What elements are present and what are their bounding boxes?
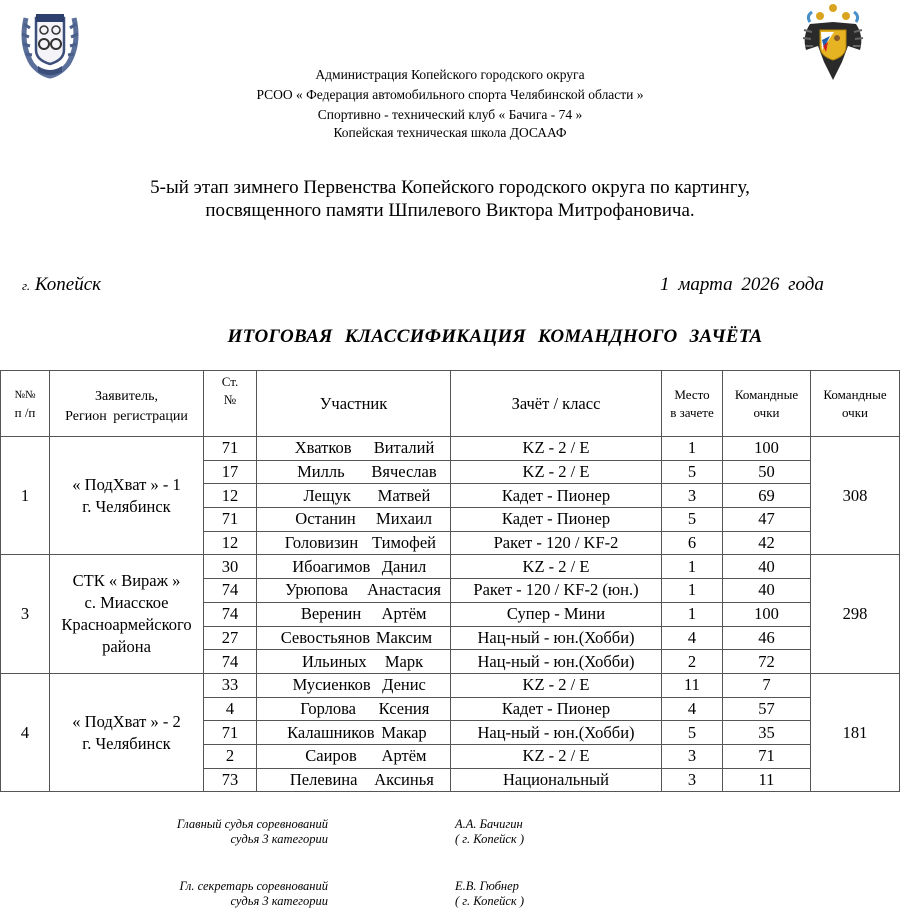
participant-name: [257, 697, 451, 721]
team-name-line: СТК « Вираж »: [72, 571, 181, 591]
participant-first-name: Михаил: [376, 509, 432, 529]
participant-last-name: Веренин: [300, 604, 362, 624]
participant-last-name: Лещук: [303, 485, 351, 505]
city-prefix: г.: [22, 278, 31, 293]
start-number: 71: [204, 508, 257, 532]
participant-first-name: Денис: [382, 675, 426, 695]
start-number: 30: [204, 555, 257, 579]
participant-first-name: Данил: [381, 556, 427, 576]
team-points: 50: [723, 460, 811, 484]
participant-name: [257, 460, 451, 484]
chief-judge-city: ( г. Копейск ): [455, 832, 525, 846]
team-points: 47: [723, 508, 811, 532]
team-total-points: 308: [811, 437, 900, 555]
participant-name: [257, 531, 451, 555]
participant-name: [257, 673, 451, 697]
participant-last-name: Севостьянов: [280, 627, 371, 647]
participant-first-name: Вячеслав: [371, 462, 437, 482]
participant-last-name: Калашников: [287, 722, 375, 742]
participant-name: [257, 555, 451, 579]
class-name: Кадет - Пионер: [451, 508, 662, 532]
table-row: [1, 673, 900, 697]
class-place: 5: [662, 721, 723, 745]
participant-name: [257, 437, 451, 461]
col-header-start-line1: Ст.: [221, 374, 239, 389]
participant-first-name: Макар: [381, 722, 427, 742]
participant-last-name: Пелевина: [289, 769, 358, 789]
class-name: Кадет - Пионер: [451, 484, 662, 508]
participant-last-name: Хватков: [294, 438, 352, 458]
start-number: 74: [204, 650, 257, 674]
participant-name: [257, 768, 451, 792]
participant-first-name: Аксинья: [374, 769, 434, 789]
class-place: 6: [662, 531, 723, 555]
team-points: 7: [723, 673, 811, 697]
col-header-number-line1: №№: [14, 389, 36, 401]
team-points: 11: [723, 768, 811, 792]
col-header-participant: Участник: [257, 371, 451, 437]
participant-name: [257, 650, 451, 674]
class-place: 1: [662, 437, 723, 461]
class-name: Нац-ный - юн.(Хобби): [451, 721, 662, 745]
class-name: Нац-ный - юн.(Хобби): [451, 626, 662, 650]
participant-first-name: Максим: [375, 627, 433, 647]
class-name: Ракет - 120 / KF-2: [451, 531, 662, 555]
participant-first-name: Марк: [384, 651, 424, 671]
participant-name: [257, 626, 451, 650]
start-number: 74: [204, 602, 257, 626]
participant-last-name: Останин: [295, 509, 356, 529]
team-points: 100: [723, 437, 811, 461]
col-header-points-line1: Командные: [734, 386, 799, 402]
start-number: 33: [204, 673, 257, 697]
participant-first-name: Артём: [381, 604, 427, 624]
start-number: 71: [204, 437, 257, 461]
team-place: 1: [1, 437, 50, 555]
col-header-class: Зачёт / класс: [451, 371, 662, 437]
participant-last-name: Мусиенков: [292, 675, 371, 695]
col-header-points-line2: очки: [753, 404, 780, 420]
table-header-row: [1, 371, 900, 437]
org-line-club: Спортивно - технический клуб « Бачига - 74 »: [317, 107, 583, 122]
team-points: 69: [723, 484, 811, 508]
team-name-line: г. Челябинск: [82, 733, 171, 753]
class-name: KZ - 2 / E: [451, 673, 662, 697]
start-number: 12: [204, 531, 257, 555]
chief-secretary-city: ( г. Копейск ): [455, 894, 525, 908]
start-number: 27: [204, 626, 257, 650]
event-title-line-2: посвященного памяти Шпилевого Виктора Митрофановича.: [205, 200, 695, 221]
col-header-applicant-line2: Регион регистрации: [65, 408, 188, 424]
results-table-body: [1, 437, 900, 792]
participant-name: [257, 579, 451, 603]
participant-name: [257, 721, 451, 745]
class-name: KZ - 2 / E: [451, 744, 662, 768]
participant-last-name: Головизин: [284, 533, 359, 553]
participant-first-name: Виталий: [373, 438, 435, 458]
participant-first-name: Матвей: [377, 485, 431, 505]
team-points: 46: [723, 626, 811, 650]
col-header-start-number: [204, 371, 257, 437]
col-header-applicant: [50, 371, 204, 437]
chief-secretary-role: Гл. секретарь соревнований: [179, 879, 328, 893]
team-name: [50, 673, 204, 791]
participant-first-name: Анастасия: [367, 580, 441, 600]
class-place: 3: [662, 484, 723, 508]
class-name: Нац-ный - юн.(Хобби): [451, 650, 662, 674]
class-name: Национальный: [451, 768, 662, 792]
class-name: KZ - 2 / E: [451, 437, 662, 461]
team-name: [50, 555, 204, 673]
chief-judge-name: А.А. Бачигин: [455, 817, 523, 831]
participant-name: [257, 602, 451, 626]
team-place: 3: [1, 555, 50, 673]
start-number: 4: [204, 697, 257, 721]
team-total-points: 181: [811, 673, 900, 791]
class-name: Ракет - 120 / KF-2 (юн.): [451, 579, 662, 603]
participant-first-name: Тимофей: [371, 533, 437, 553]
classification-title: ИТОГОВАЯ КЛАССИФИКАЦИЯ КОМАНДНОГО ЗАЧЁТА: [227, 326, 763, 347]
chief-secretary-name: Е.В. Гюбнер: [455, 879, 519, 893]
team-name-line: « ПодХват » - 2: [72, 711, 181, 731]
col-header-team-points: [723, 371, 811, 437]
results-table: [0, 370, 900, 792]
col-header-number-line2: п /п: [14, 405, 36, 420]
team-name-line: района: [102, 637, 151, 657]
team-points: 71: [723, 744, 811, 768]
start-number: 71: [204, 721, 257, 745]
team-name: [50, 437, 204, 555]
col-header-start-line2: №: [223, 392, 237, 407]
chief-judge-role: Главный судья соревнований: [176, 817, 328, 831]
participant-last-name: Горлова: [300, 698, 357, 718]
class-place: 2: [662, 650, 723, 674]
participant-first-name: Артём: [381, 746, 427, 766]
class-name: KZ - 2 / E: [451, 555, 662, 579]
team-total-points: 298: [811, 555, 900, 673]
participant-first-name: Ксения: [378, 698, 430, 718]
col-header-place: [662, 371, 723, 437]
chief-secretary-category: судья 3 категории: [230, 894, 328, 908]
start-number: 2: [204, 744, 257, 768]
participant-last-name: Милль: [297, 462, 345, 482]
class-place: 3: [662, 744, 723, 768]
class-place: 4: [662, 697, 723, 721]
class-place: 1: [662, 602, 723, 626]
participant-last-name: Саиров: [305, 746, 357, 766]
team-points: 72: [723, 650, 811, 674]
class-place: 4: [662, 626, 723, 650]
team-points: 57: [723, 697, 811, 721]
col-header-team-total: [811, 371, 900, 437]
class-place: 3: [662, 768, 723, 792]
participant-last-name: Урюпова: [285, 580, 348, 600]
team-points: 100: [723, 602, 811, 626]
org-line-school: Копейская техническая школа ДОСААФ: [333, 125, 567, 140]
event-city: [22, 274, 101, 296]
class-place: 1: [662, 579, 723, 603]
org-line-administration: Администрация Копейского городского округа: [315, 67, 585, 82]
team-points: 40: [723, 555, 811, 579]
class-name: Супер - Мини: [451, 602, 662, 626]
table-row: [1, 555, 900, 579]
team-name-line: г. Челябинск: [82, 496, 171, 516]
class-place: 5: [662, 508, 723, 532]
col-header-place-line1: Место: [674, 386, 710, 402]
start-number: 73: [204, 768, 257, 792]
table-row: [1, 437, 900, 461]
class-name: Кадет - Пионер: [451, 697, 662, 721]
team-name-line: « ПодХват » - 1: [72, 474, 181, 494]
team-points: 42: [723, 531, 811, 555]
start-number: 74: [204, 579, 257, 603]
col-header-place-line2: в зачете: [670, 404, 714, 420]
start-number: 17: [204, 460, 257, 484]
col-header-applicant-line1: Заявитель,: [95, 388, 158, 404]
event-title-line-1: 5-ый этап зимнего Первенства Копейского городского округа по картингу,: [150, 177, 750, 198]
participant-name: [257, 484, 451, 508]
col-header-number: [1, 371, 50, 437]
participant-name: [257, 508, 451, 532]
city-name: Копейск: [34, 274, 102, 295]
chief-judge-category: судья 3 категории: [230, 832, 328, 846]
col-header-total-line1: Командные: [823, 386, 887, 402]
team-points: 35: [723, 721, 811, 745]
team-place: 4: [1, 673, 50, 791]
event-date: 1 марта 2026 года: [660, 274, 824, 295]
team-points: 40: [723, 579, 811, 603]
start-number: 12: [204, 484, 257, 508]
class-place: 5: [662, 460, 723, 484]
team-name-line: Красноармейского: [61, 615, 192, 635]
org-line-federation: РСОО « Федерация автомобильного спорта Челябинской области »: [256, 87, 644, 102]
participant-last-name: Ильиных: [302, 651, 367, 671]
team-name-line: с. Миасское: [84, 593, 169, 613]
participant-name: [257, 744, 451, 768]
participant-last-name: Ибоагимов: [292, 556, 371, 576]
col-header-total-line2: очки: [842, 404, 868, 420]
class-place: 11: [662, 673, 723, 697]
class-place: 1: [662, 555, 723, 579]
class-name: KZ - 2 / E: [451, 460, 662, 484]
